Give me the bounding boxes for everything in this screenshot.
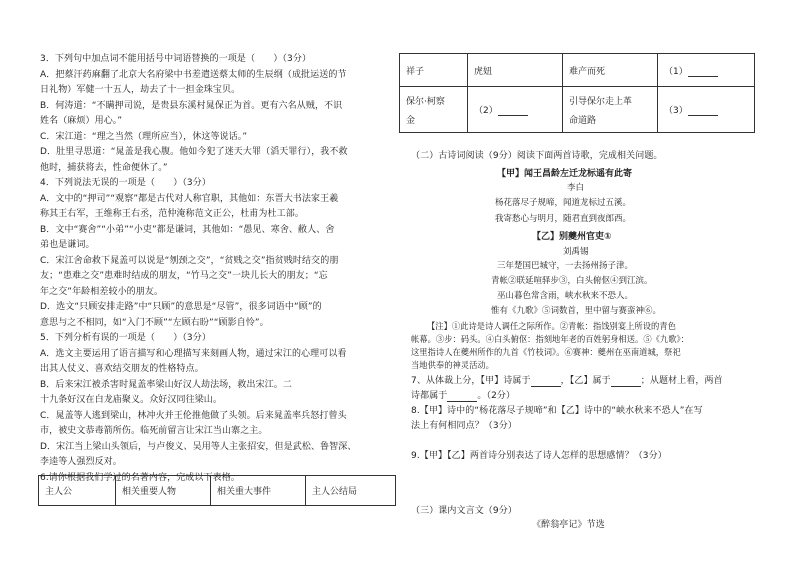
q7-line [411, 375, 723, 387]
section-3-heading: （三）课内文言文（9分） [411, 506, 517, 516]
poem1-line: 杨花落尽子规啼，闻道龙标过五溪。 [495, 198, 632, 208]
q7-text: 。（2分） [477, 391, 516, 401]
poem-note: 【注】①此诗是诗人调任之际所作。②青帐：指饯别宴上所设的青色 [427, 321, 676, 331]
cell-label: （1） [664, 66, 688, 77]
q4-line: 意思与之不相同，如“入门不顾”“左顾右盼”“顾影自怜”。 [40, 318, 269, 328]
table-cell [658, 54, 755, 87]
q7-text: 7、从体裁上分，【甲】诗属于 [411, 376, 531, 386]
q6-header-cell: 相关重要人物 [116, 476, 211, 506]
cell-line: 金 [406, 115, 416, 126]
q6-stem: 6.请你根据我们学过的名著内容，完成以下表格。 [40, 473, 240, 483]
poem2-line: 巫山暮色常含雨，峡水秋来不恐人。 [497, 291, 634, 301]
q8-line: 法上有何相同点？（3分） [411, 421, 517, 431]
q5-line: A．选文主要运用了语言描写和心理描写来刻画人物，通过宋江的心理可以看 [40, 349, 347, 359]
poem2-line: 青帐②联延喧驿步③，白头俯伛④到江滨。 [491, 276, 653, 286]
q4-line: 友；“患难之交”患难时结成的朋友，“竹马之交”一块儿长大的朋友；“忘 [40, 271, 328, 281]
q5-line: 十九条好汉在白龙庙聚义。众好汉同往梁山。 [40, 395, 223, 405]
table-cell [563, 87, 658, 133]
q7-text: ；从题材上看，两首 [640, 376, 723, 386]
q6-header-cell: 主人公结局 [306, 476, 396, 506]
q3-line: 姓名（麻烦）用心。” [40, 116, 123, 126]
q3-line: C．宋江道：“理之当然（理所应当），休这等说话。” [40, 132, 248, 142]
q3-line: 日礼物）军健一十五人，劫去了十一担金珠宝贝。 [40, 85, 241, 95]
poem2-line: 惟有《九歌》⑤词数首，里中留与赛蛮神⑥。 [491, 306, 662, 316]
table-cell [400, 87, 468, 133]
q5-line: D．宋江当上梁山头领后，与卢俊义、吴用等人主张招安，但是武松、鲁智深、 [40, 442, 357, 452]
q3-line: D．肚里寻思道：“晁盖是我心腹。他如今犯了迷天大罪（滔天罪行），我不救 [40, 147, 348, 157]
answer-blank[interactable] [688, 67, 718, 77]
poem1-line: 我寄愁心与明月，随君直到夜郎西。 [495, 214, 632, 224]
q3-line: B．何涛道：“不瞒押司说，是贵县东溪村晁保正为首。更有六名从贼，不识 [40, 101, 343, 111]
q5-line: B．后来宋江被杀害时晁盖率梁山好汉人劫法场，救出宋江。二 [40, 380, 292, 390]
table-cell [658, 87, 755, 133]
q3-line: 他时，捕获将去，性命便休了。” [40, 163, 168, 173]
q6-header-cell: 主人公 [39, 476, 116, 506]
table-cell [468, 87, 563, 133]
q5-line: 李逵等人强烈反对。 [40, 457, 122, 467]
poem-note: 帐幕。③步：码头。④白头俯伛：指刻地年老的百姓躬身相送。⑤《九歌》： [411, 334, 689, 344]
q4-line: D．选文“只顾安排走路”中“只顾”的意思是“尽管”，很多词语中“顾”的 [40, 302, 322, 312]
q5-line: 出其人仗义、喜欢结交朋友的性格特点。 [40, 364, 204, 374]
q4-stem: 4．下列说法无误的一项是（ ）（3分） [40, 178, 211, 188]
q9-line: 9.【甲】【乙】两首诗分别表达了诗人怎样的思想感情？（3分） [411, 451, 667, 461]
poem2-title: 【乙】别夔州官吏① [532, 232, 612, 242]
answer-blank[interactable] [498, 106, 528, 116]
cell-label: （3） [664, 106, 688, 116]
table-cell: 难产而死 [563, 54, 658, 87]
answer-blank[interactable] [531, 377, 561, 387]
q3-line: A．把蔡汗药麻翻了北京大名府梁中书差遣送蔡太师的生辰纲（成批运送的节 [40, 70, 347, 80]
q4-line: B．文中“赛舍”“小弟”“小吏”都是谦词，其他如：“愚见、寒舍、敝人、舍 [40, 225, 335, 235]
q8-line: 8.【甲】诗中的“杨花落尽子规啼”和【乙】诗中的“峡水秋来不恐人”在写 [411, 406, 703, 416]
q4-line: A．文中的“押司”“观察”都是古代对人称官职，其他如：东晋大书法家王羲 [40, 194, 339, 204]
answer-blank[interactable] [611, 377, 641, 387]
poem1-title: 【甲】闻王昌龄左迁龙标遥有此寄 [497, 169, 633, 179]
q4-line: C．宋江舍命救下晁盖可以说是“刎颈之交”，“贫贱之交”指贫贱时结交的朋 [40, 256, 339, 266]
cell-line: 保尔·柯察 [406, 96, 445, 107]
answer-blank[interactable] [688, 106, 718, 116]
right-column [397, 0, 794, 561]
q5-line: 市，被史文恭毒箭所伤。临死前留言让宋江当山寨之主。 [40, 426, 268, 436]
q5-stem: 5．下列分析有误的一项是（ ）（3分） [40, 333, 211, 343]
table-cell: 虎妞 [468, 54, 563, 87]
q6-table [38, 475, 396, 506]
q4-line: 弟也是谦词。 [40, 240, 95, 250]
q5-line: C．晁盖等人逃到梁山，林冲火并王伦推他做了头领。后来晁盖率兵怒打曾头 [40, 411, 347, 421]
table-cell: 祥子 [400, 54, 468, 87]
cell-line: 引导保尔走上革 [569, 96, 633, 107]
poem2-author: 刘禹锡 [563, 247, 589, 257]
novel-table [399, 53, 755, 133]
q4-line: 称其王右军，王维称王右丞，范仲淹称范文正公，杜甫为杜工部。 [40, 209, 304, 219]
cell-line: 命道路 [569, 115, 597, 126]
q6-header-cell: 相关重大事件 [211, 476, 306, 506]
answer-blank[interactable] [447, 392, 477, 402]
cell-label: （2） [474, 106, 498, 116]
poem2-line: 三年楚国巴城守，一去扬州扬子津。 [497, 261, 634, 271]
q4-line: 年之交”年龄相差较小的朋友。 [40, 287, 164, 297]
poem-note: 当地供奉的神灵活动。 [411, 360, 494, 370]
q7-text: ，【乙】属于 [560, 376, 611, 386]
q7-line [411, 390, 515, 402]
poem-note: 这里指诗人在夔州所作的九首《竹枝词》。⑥赛神：夔州在巫南道城，祭祀 [411, 347, 681, 357]
section-3-title: 《醉翁亭记》节选 [532, 520, 605, 530]
section-2-heading: （二）古诗词阅读（9分）阅读下面两首诗歌，完成相关问题。 [411, 151, 663, 161]
q3-stem: 3．下列句中加点词不能用括号中词语替换的一项是（ ）（3分） [40, 54, 312, 64]
q7-text: 诗都属于 [411, 391, 448, 401]
poem1-author: 李白 [567, 183, 585, 193]
